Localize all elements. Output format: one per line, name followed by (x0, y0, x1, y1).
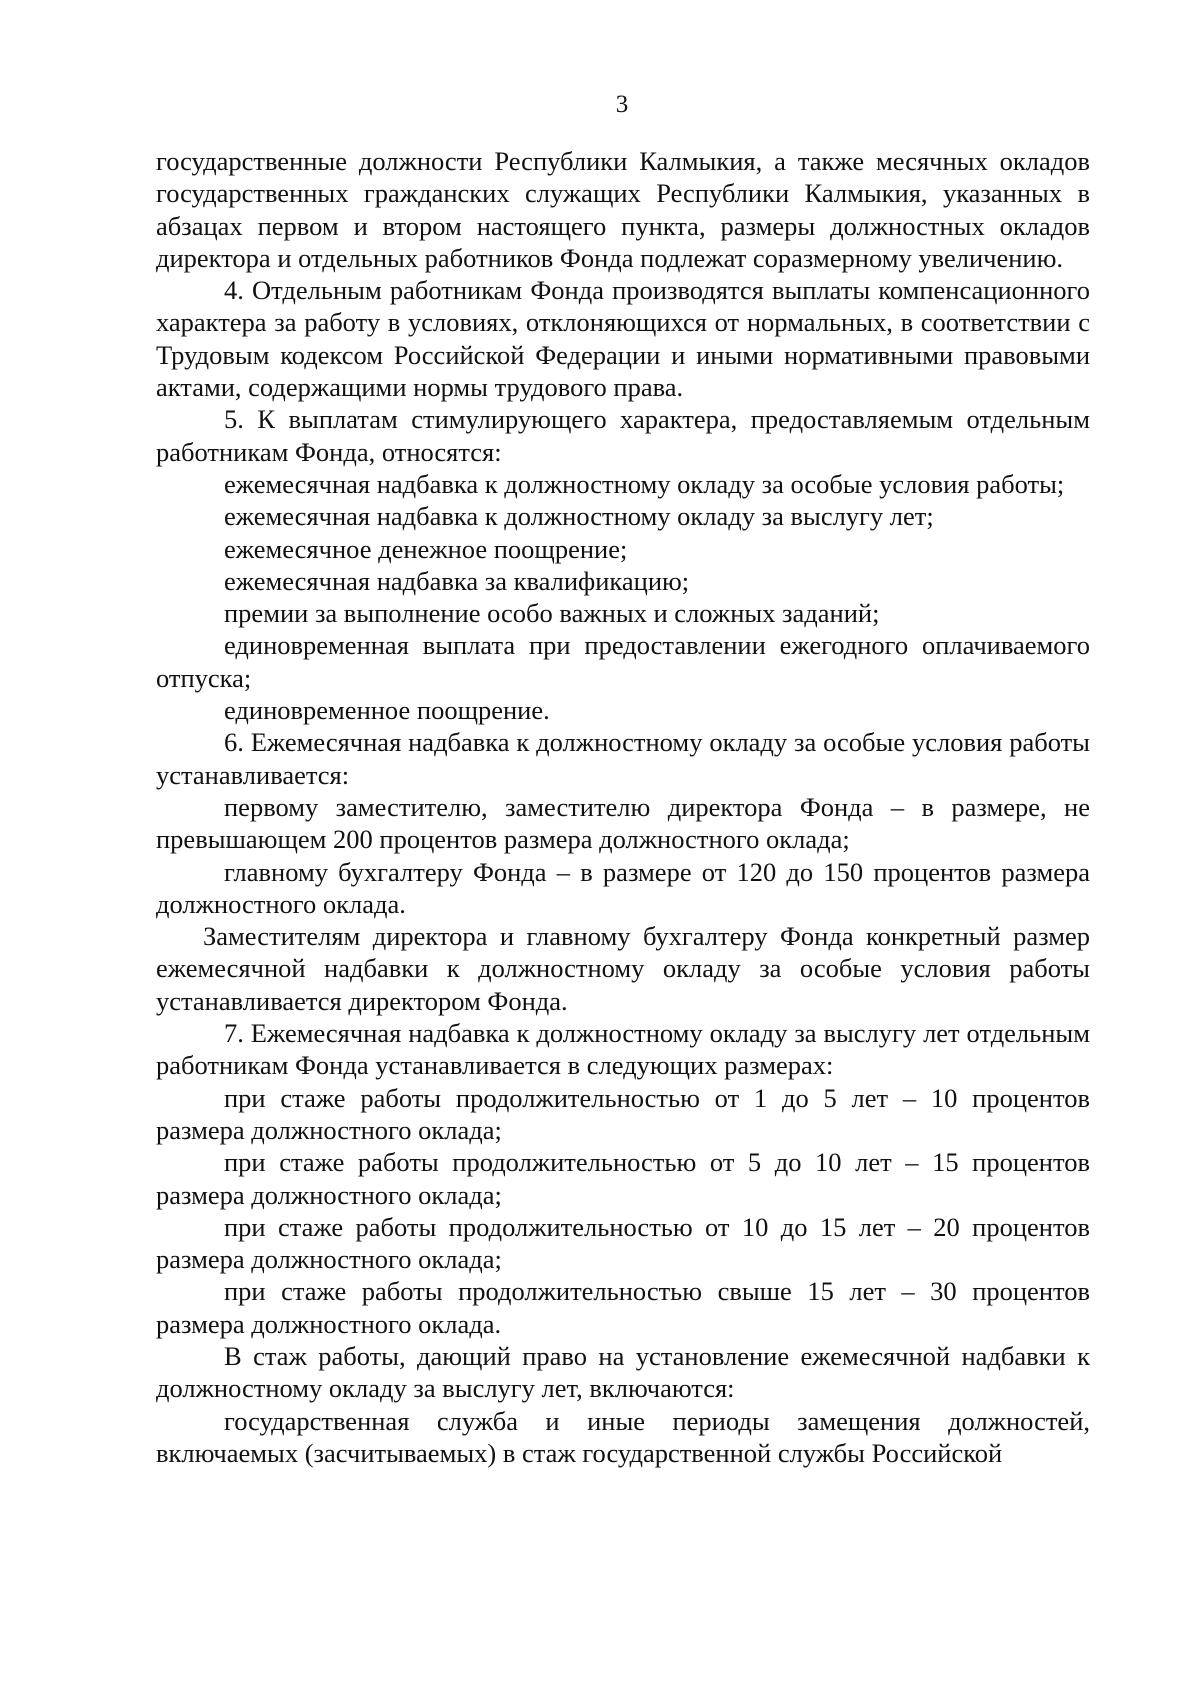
paragraph-seniority-includes: В стаж работы, дающий право на установление ежемесячной надбавки к должностному окладу за выслугу лет, включаются: (156, 1340, 1090, 1404)
list-item-vacation-payment: единовременная выплата при предоставлении ежегодного оплачиваемого отпуска; (156, 630, 1090, 693)
list-item-seniority-over-15: при стаже работы продолжительностью свыше 15 лет – 30 процентов размера должностного оклада. (156, 1276, 1090, 1339)
document-body (156, 145, 1090, 1469)
paragraph-continuation: государственные должности Республики Калмыкия, а также месячных окладов государственных гражданских служащих Республики Калмыкия, указанных в абзацах первом и втором настоящего пункта, размеры должностных окладов директора и отдельных работников Фонда подлежат соразмерному увеличению. (156, 146, 1090, 273)
paragraph-item-6: 6. Ежемесячная надбавка к должностному окладу за особые условия работы устанавливается: (156, 727, 1090, 790)
list-item-seniority-1-5: при стаже работы продолжительностью от 1 до 5 лет – 10 процентов размера должностного оклада; (156, 1082, 1090, 1145)
paragraph-specific-amount: Заместителям директора и главному бухгалтеру Фонда конкретный размер ежемесячной надбавки к должностному окладу за особые условия работы устанавливается директором Фонда. (156, 921, 1090, 1016)
list-item-bonuses: премии за выполнение особо важных и сложных заданий; (224, 598, 880, 629)
list-item-seniority-5-10: при стаже работы продолжительностью от 5 до 10 лет – 15 процентов размера должностного оклада; (156, 1147, 1090, 1210)
list-item-qualification: ежемесячная надбавка за квалификацию; (224, 565, 690, 596)
paragraph-state-service: государственная служба и иные периоды замещения должностей, включаемых (засчитываемых) в стаж государственной службы Российской (156, 1405, 1090, 1468)
paragraph-item-4: 4. Отдельным работникам Фонда производятся выплаты компенсационного характера за работу в условиях, отклоняющихся от нормальных, в соответствии с Трудовым кодексом Российской Федерации и иными нормативными правовыми актами, содержащими нормы трудового права. (156, 275, 1090, 403)
page-number: 3 (615, 91, 629, 118)
list-item-one-time-incentive: единовременное поощрение. (224, 695, 550, 726)
list-item-monetary-incentive: ежемесячное денежное поощрение; (224, 533, 628, 564)
paragraph-deputy-rate: первому заместителю, заместителю директора Фонда – в размере, не превышающем 200 процентов размера должностного оклада; (156, 791, 1090, 855)
paragraph-accountant-rate: главному бухгалтеру Фонда – в размере от 120 до 150 процентов размера должностного оклада. (156, 856, 1090, 919)
list-item-special-conditions: ежемесячная надбавка к должностному окладу за особые условия работы; (224, 468, 1065, 499)
paragraph-item-5: 5. К выплатам стимулирующего характера, предоставляемым отдельным работникам Фонда, относятся: (156, 404, 1090, 467)
paragraph-item-7: 7. Ежемесячная надбавка к должностному окладу за выслугу лет отдельным работникам Фонда устанавливается в следующих размерах: (156, 1018, 1090, 1081)
list-item-seniority-10-15: при стаже работы продолжительностью от 10 до 15 лет – 20 процентов размера должностного оклада; (156, 1211, 1090, 1275)
list-item-seniority: ежемесячная надбавка к должностному окладу за выслугу лет; (224, 501, 934, 532)
